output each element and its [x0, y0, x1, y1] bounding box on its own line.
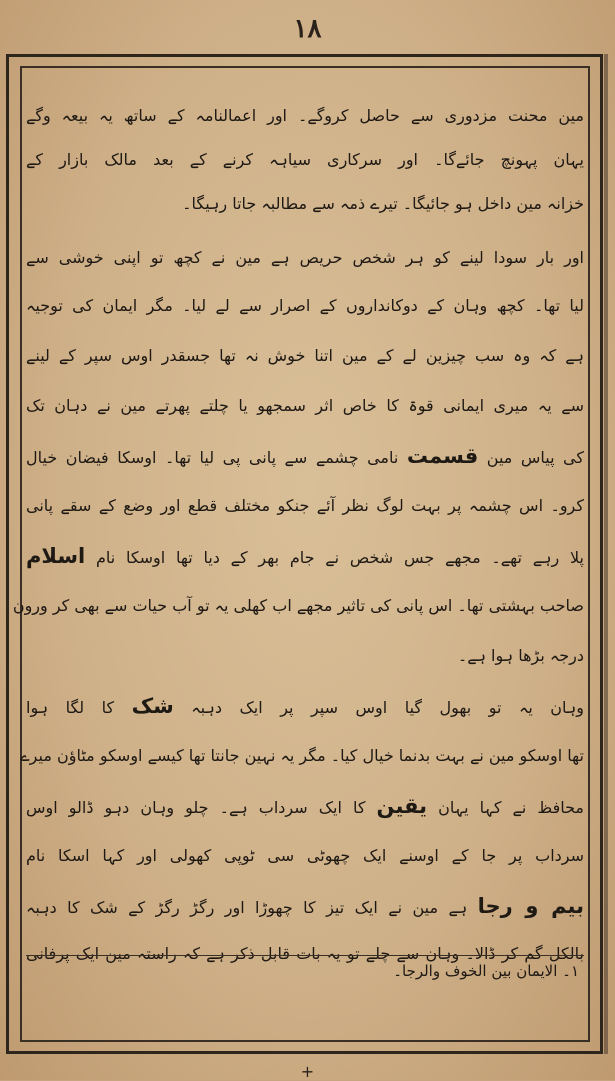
text-line-5: لیا تھا۔ کچھ وہان کے دوکانداروں کے اصرار سے لے لیا۔ مگر ایمان کی توجیہ — [26, 296, 584, 315]
highlight-beem-o-raja: بیم و رجا — [477, 894, 584, 918]
text-line-12: درجہ بڑھا ہوا ہے۔ — [457, 646, 584, 665]
footnote-divider — [26, 955, 584, 956]
text-line-17 — [26, 886, 584, 926]
text-line-15 — [26, 786, 584, 826]
text-line-7: سے یہ میری ایمانی قوۃ کا خاص اثر سمجھو یا چلتے پھرتے مین نے دہان تک — [26, 396, 584, 415]
text-line-1: مین محنت مزدوری سے حاصل کروگے۔ اور اعمالنامہ کے ساتھ یہ بیعہ وگے — [26, 106, 584, 125]
text-line-15-part-2: کا ایک سرداب ہے۔ چلو وہان دہو ڈالو اوس — [26, 798, 377, 817]
text-line-2: یہان پہونچ جائےگا۔ اور سرکاری سیاہہ کرنے کے بعد مالک بازار کے — [26, 150, 584, 169]
text-line-8-part-2: نامی چشمے سے پانی پی لیا تھا۔ اوسکا فیضان خیال — [26, 448, 407, 467]
text-line-17-part-1: ہے مین نے ایک تیز کا چھوڑا اور رگڑ رگڑ کے شک کا دہبہ — [26, 898, 478, 917]
page-number: ۱۸ — [293, 14, 322, 44]
text-line-16: سرداب پر جا کے اوسنے ایک چھوٹی سی ٹوپی کھولی اور کہا اسکا نام — [26, 846, 584, 865]
text-line-10-part-1: پلا رہے تھے۔ مجھے جس شخص نے جام بھر کے دیا تھا اوسکا نام — [85, 548, 584, 567]
text-line-6: ہے کہ وہ سب چیزین لے کے مین اتنا خوش نہ تھا جسقدر اوس سپر کے لینے — [26, 346, 584, 365]
highlight-shak: شک — [131, 694, 174, 718]
bottom-mark: + — [300, 1062, 315, 1081]
text-line-8-part-1: کی پیاس مین — [478, 448, 584, 467]
footnote: ۱۔ الایمان بین الخوف والرجا۔ — [393, 962, 579, 980]
page-edge-shadow — [604, 54, 608, 1054]
highlight-islam: اسلام — [26, 544, 86, 568]
text-line-8 — [26, 436, 584, 476]
text-line-18: بالکل گم کر ڈالا۔ وہان سے چلے تو یہ بات قابل ذکر ہے کہ راستہ مین ایک پرفانی — [26, 944, 584, 963]
text-line-15-part-1: محافظ نے کہا یہان — [427, 798, 584, 817]
text-line-3: خزانہ مین داخل ہو جائیگا۔ تیرے ذمہ سے مطالبہ جاتا رہیگا۔ — [182, 194, 584, 213]
highlight-qismat: قسمت — [406, 444, 479, 468]
text-line-9: کرو۔ اس چشمہ پر بہت لوگ نظر آئے جنکو مختلف قطع اور وضع کے سقے پانی — [26, 496, 584, 515]
highlight-yaqeen: یقین — [376, 794, 428, 818]
main-text — [12, 96, 584, 1036]
text-line-14: تھا اوسکو مین نے بہت بدنما خیال کیا۔ مگر یہ نہین جانتا تھا کیسے اوسکو مٹاؤن میرے — [20, 746, 584, 765]
text-line-10 — [26, 536, 584, 576]
text-line-13-part-1: وہان یہ تو بھول گیا اوس سپر پر ایک دہبہ — [173, 698, 584, 717]
text-line-4: اور بار سودا لینے کو ہر شخص حریص ہے مین نے کچھ تو اپنی خوشی سے — [26, 248, 584, 267]
text-line-13-part-2: کا لگا ہوا — [26, 698, 132, 717]
text-line-11: صاحب بہشتی تھا۔ اس پانی کی تاثیر مجھے اب کھلی یہ تو آب حیات سے بھی کر ورون — [12, 596, 584, 615]
text-line-13 — [26, 686, 584, 726]
